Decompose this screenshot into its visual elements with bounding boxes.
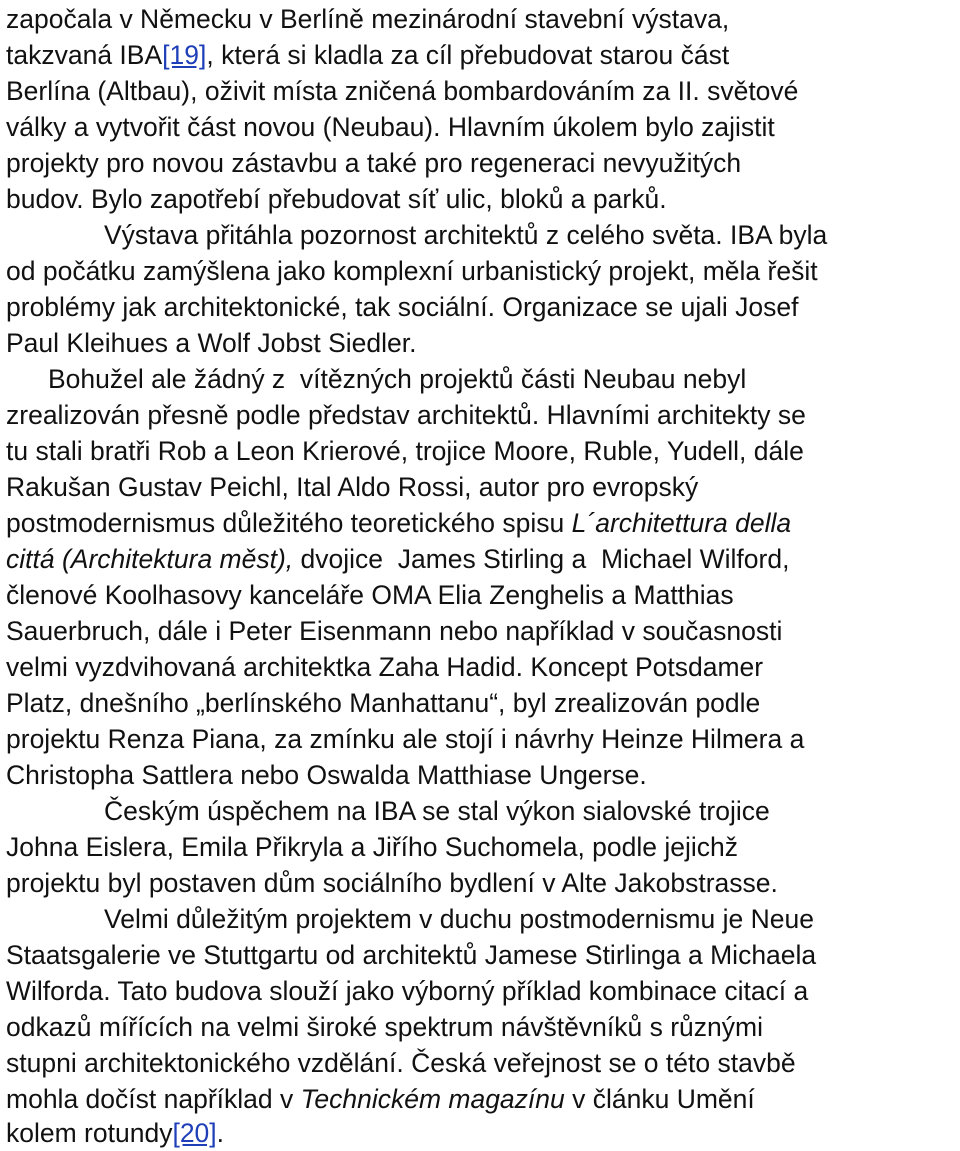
text-span: tu stali bratři Rob a Leon Krierové, trojice Moore, Ruble, Yudell, dále (6, 436, 804, 466)
text-line (6, 937, 816, 973)
text-span: války a vytvořit část novou (Neubau). Hlavním úkolem bylo zajistit (6, 112, 775, 142)
footnote-link-20[interactable]: [20] (172, 1118, 217, 1148)
text-span: problémy jak architektonické, tak sociální. Organizace se ujali Josef (6, 292, 799, 322)
text-line (6, 253, 818, 289)
text-span: započala v Německu v Berlíně mezinárodní stavební výstava, (6, 4, 730, 34)
text-line (6, 577, 734, 613)
text-line (6, 181, 667, 217)
text-span: budov. Bylo zapotřebí přebudovat síť ulic, bloků a parků. (6, 184, 667, 214)
text-span: Christopha Sattlera nebo Oswalda Matthiase Ungerse. (6, 760, 647, 790)
text-span: projektu byl postaven dům sociálního bydlení v Alte Jakobstrasse. (6, 868, 778, 898)
text-span: projekty pro novou zástavbu a také pro regeneraci nevyužitých (6, 148, 742, 178)
text-span: . (216, 1118, 225, 1148)
text-span: projektu Renza Piana, za zmínku ale stojí i návrhy Heinze Hilmera a (6, 724, 805, 754)
text-line (6, 649, 763, 685)
italic-title: cittá (Architektura měst), (6, 544, 294, 574)
text-line (6, 1045, 796, 1081)
text-span: Českým úspěchem na IBA se stal výkon sialovské trojice (104, 796, 770, 826)
text-span: Rakušan Gustav Peichl, Ital Aldo Rossi, autor pro evropský (6, 472, 699, 502)
text-span: Bohužel ale žádný z vítězných projektů části Neubau nebyl (48, 364, 747, 394)
text-line (6, 865, 778, 901)
text-line (6, 37, 729, 73)
paragraph-first-line (48, 361, 746, 397)
text-line (6, 505, 791, 541)
text-span: dvojice James Stirling a Michael Wilford, (293, 544, 790, 574)
text-span: zrealizován přesně podle představ architektů. Hlavními architekty se (6, 400, 806, 430)
italic-title: L´architettura della (571, 508, 792, 538)
text-span: stupni architektonického vzdělání. Česká veřejnost se o této stavbě (6, 1048, 796, 1078)
text-line (6, 1081, 755, 1117)
text-line (6, 73, 798, 109)
text-line (6, 433, 804, 469)
italic-title: Technickém magazínu (300, 1084, 565, 1114)
text-line (6, 397, 806, 433)
text-line (6, 613, 782, 649)
text-span: takzvaná IBA (6, 40, 163, 70)
text-line (6, 973, 808, 1009)
text-line (6, 829, 738, 865)
text-span: kolem rotundy (6, 1118, 173, 1148)
text-line (6, 721, 804, 757)
text-span: mohla dočíst například v (6, 1084, 301, 1114)
text-span: Výstava přitáhla pozornost architektů z celého světa. IBA byla (104, 220, 828, 250)
text-line (6, 1, 729, 37)
text-line (6, 469, 698, 505)
text-line (6, 757, 647, 793)
text-span: Velmi důležitým projektem v duchu postmodernismu je Neue (104, 904, 814, 934)
text-line (6, 1115, 224, 1151)
text-span: Sauerbruch, dále i Peter Eisenmann nebo například v současnosti (6, 616, 783, 646)
text-span: , která si kladla za cíl přebudovat starou část (206, 40, 730, 70)
text-line (6, 685, 760, 721)
text-span: od počátku zamýšlena jako komplexní urbanistický projekt, měla řešit (6, 256, 818, 286)
text-span: Platz, dnešního „berlínského Manhattanu“, byl zrealizován podle (6, 688, 761, 718)
paragraph-first-line (104, 217, 827, 253)
text-span: v článku Umění (564, 1084, 755, 1114)
footnote-link-19[interactable]: [19] (162, 40, 207, 70)
text-span: Paul Kleihues a Wolf Jobst Siedler. (6, 328, 417, 358)
text-span: postmodernismus důležitého teoretického spisu (6, 508, 572, 538)
text-span: odkazů mířících na velmi široké spektrum návštěvníků s různými (6, 1012, 763, 1042)
paragraph-first-line (104, 901, 814, 937)
text-span: Staatsgalerie ve Stuttgartu od architektů Jamese Stirlinga a Michaela (6, 940, 817, 970)
text-span: velmi vyzdvihovaná architektka Zaha Hadid. Koncept Potsdamer (6, 652, 764, 682)
text-line (6, 109, 775, 145)
text-span: Johna Eislera, Emila Přikryla a Jiřího Suchomela, podle jejichž (6, 832, 739, 862)
text-line (6, 325, 417, 361)
paragraph-first-line (104, 793, 770, 829)
text-span: Berlína (Altbau), oživit místa zničená bombardováním za II. světové (6, 76, 799, 106)
text-span: Wilforda. Tato budova slouží jako výborný příklad kombinace citací a (6, 976, 809, 1006)
text-span: členové Koolhasovy kanceláře OMA Elia Zenghelis a Matthias (6, 580, 734, 610)
text-line (6, 289, 798, 325)
text-line (6, 1009, 763, 1045)
text-line (6, 541, 789, 577)
text-line (6, 145, 741, 181)
